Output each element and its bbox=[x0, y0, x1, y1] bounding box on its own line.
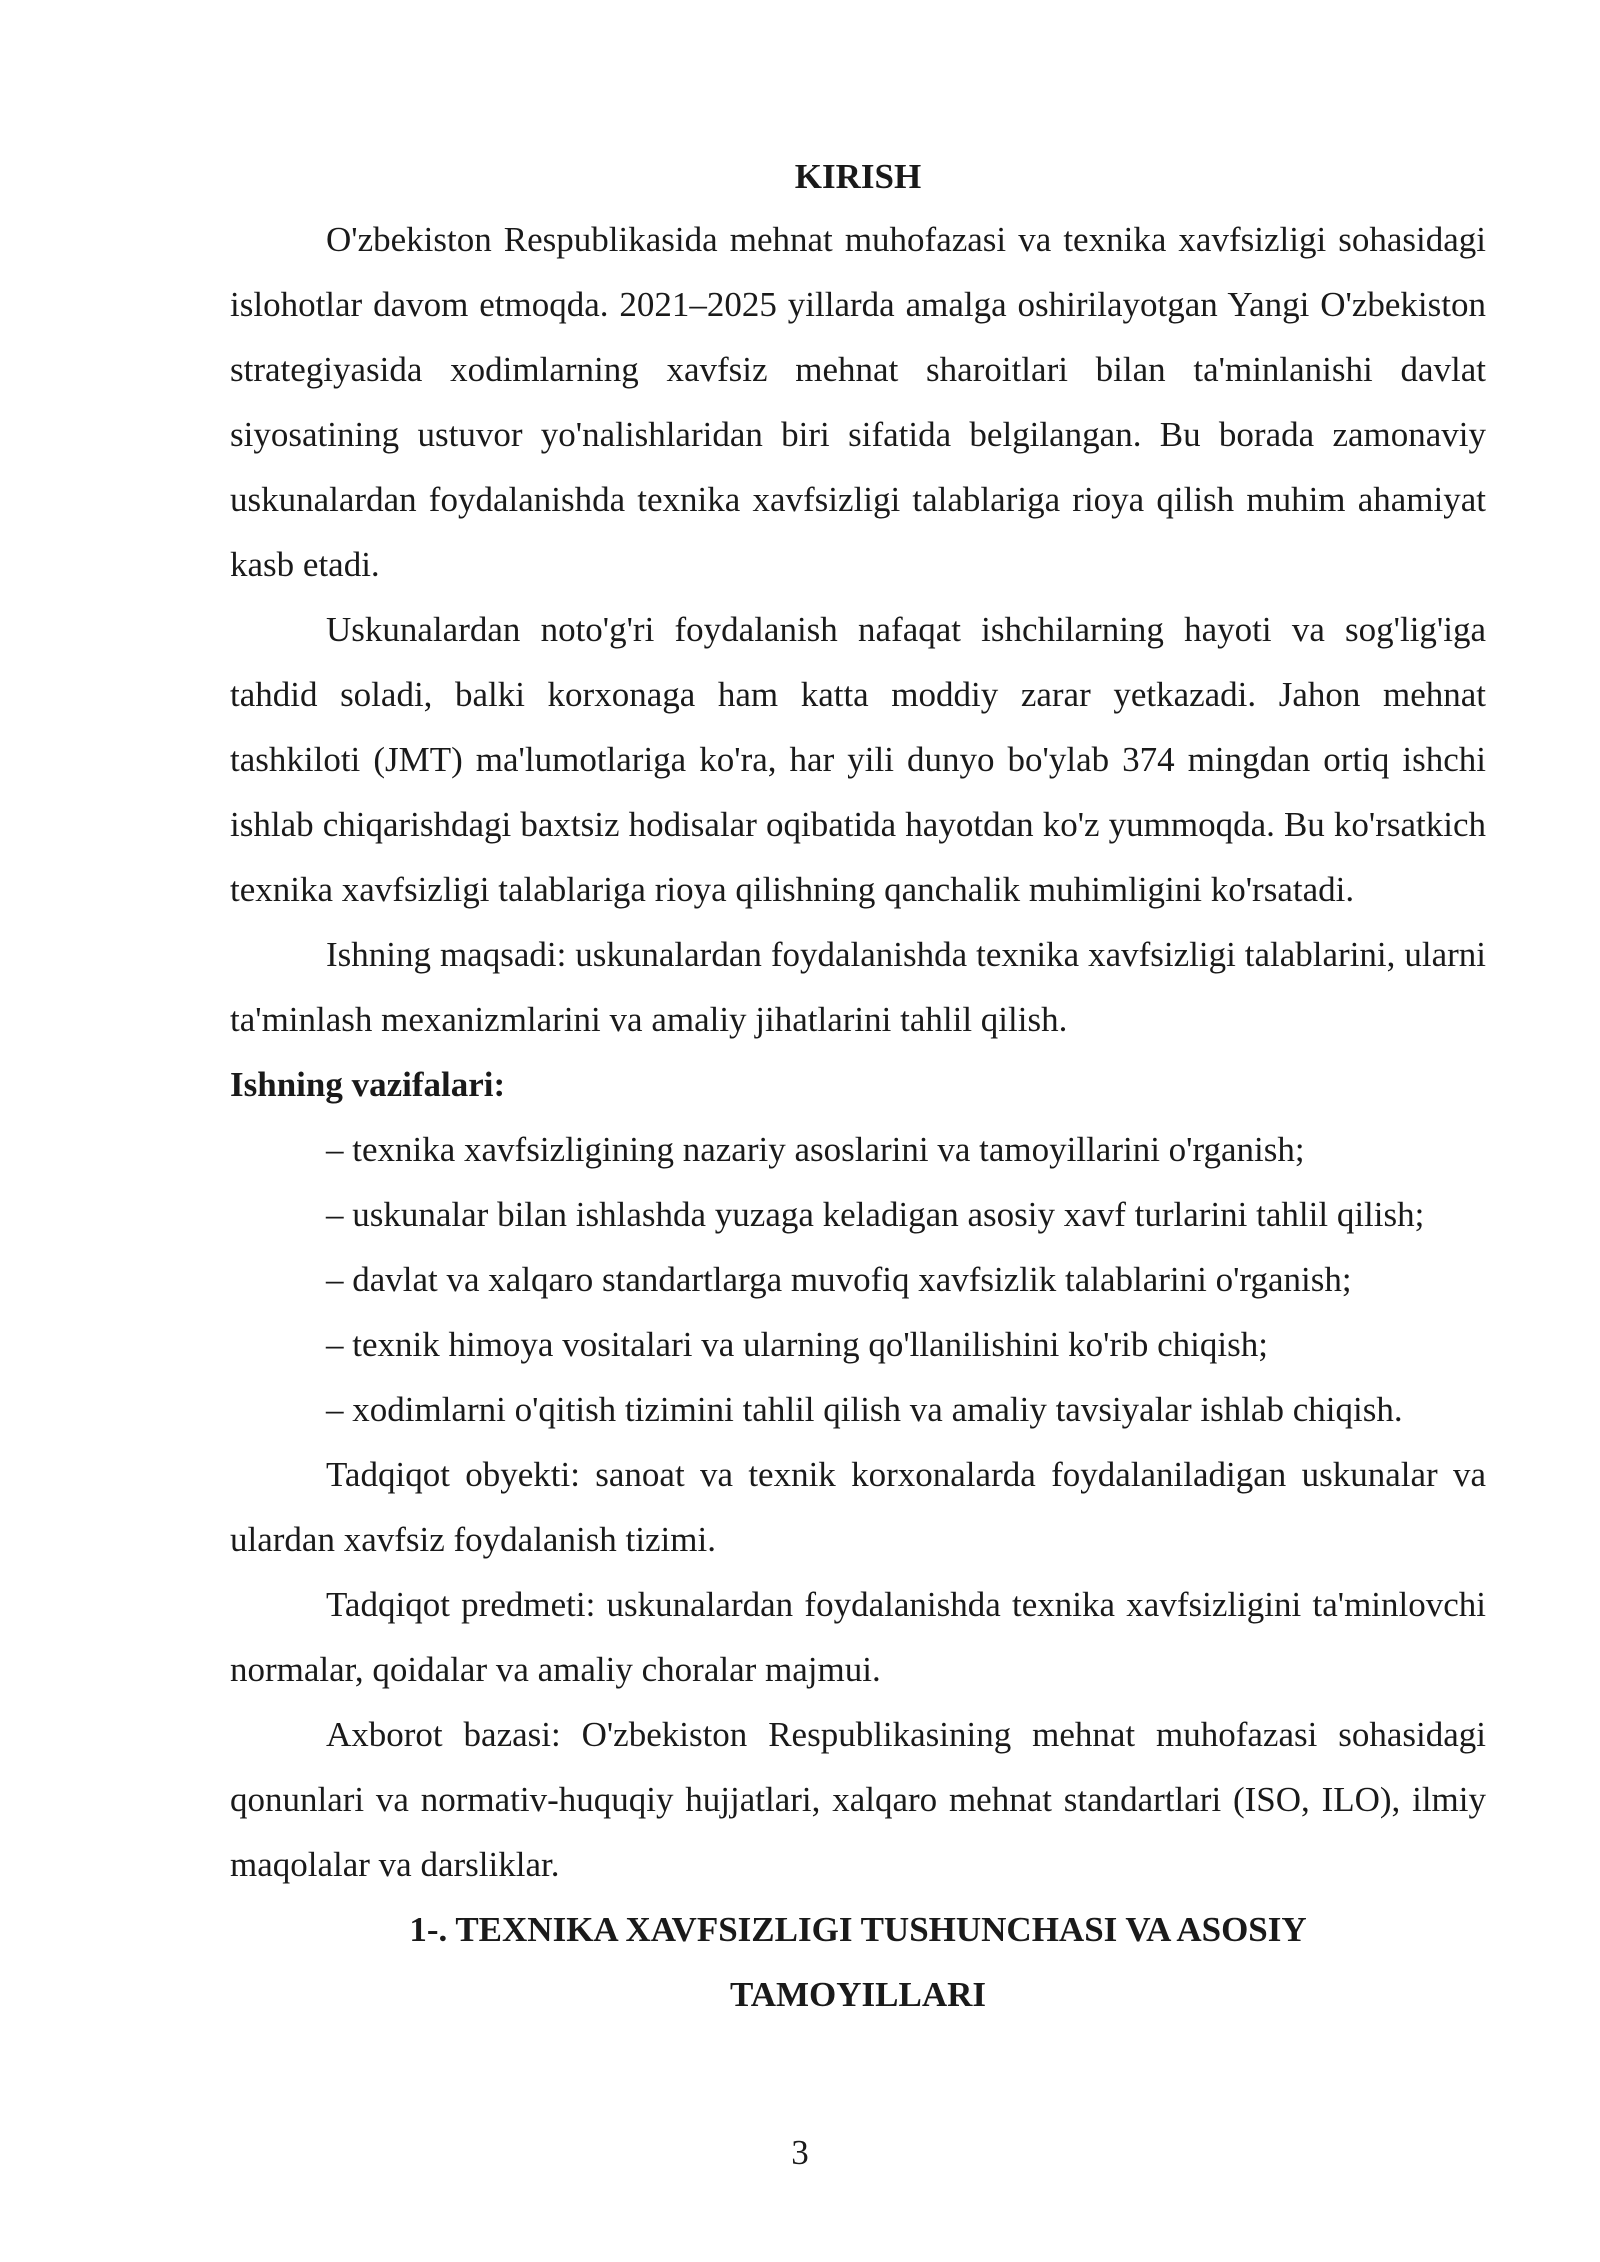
page-title: KIRISH bbox=[794, 157, 922, 196]
task-item: – davlat va xalqaro standartlarga muvofiq xavfsizlik talablarini o'rganish; bbox=[326, 1260, 1352, 1299]
research-object-paragraph: Tadqiqot obyekti: sanoat va texnik korxonalarda foydalaniladigan uskunalar va ulardan xavfsiz foydalanish tizimi. bbox=[230, 1455, 1486, 1559]
task-item: – texnik himoya vositalari va ularning qo'llanilishini ko'rib chiqish; bbox=[326, 1325, 1268, 1364]
document-page bbox=[230, 146, 1486, 2027]
task-item: – uskunalar bilan ishlashda yuzaga keladigan asosiy xavf turlarini tahlil qilish; bbox=[326, 1195, 1425, 1234]
tasks-heading: Ishning vazifalari: bbox=[230, 1065, 506, 1104]
section-title-line-1: 1-. TEXNIKA XAVFSIZLIGI TUSHUNCHASI VA ASOSIY bbox=[409, 1910, 1307, 1949]
task-item: – texnika xavfsizligining nazariy asoslarini va tamoyillarini o'rganish; bbox=[326, 1130, 1305, 1169]
information-base-paragraph: Axborot bazasi: O'zbekiston Respublikasining mehnat muhofazasi sohasidagi qonunlari va normativ-huquqiy hujjatlari, xalqaro mehnat standartlari (ISO, ILO), ilmiy maqolalar va darsliklar. bbox=[230, 1715, 1486, 1884]
task-item: – xodimlarni o'qitish tizimini tahlil qilish va amaliy tavsiyalar ishlab chiqish. bbox=[326, 1390, 1403, 1429]
section-title-line-2: TAMOYILLARI bbox=[729, 1975, 987, 2014]
goal-paragraph: Ishning maqsadi: uskunalardan foydalanishda texnika xavfsizligi talablarini, ularni ta'minlash mexanizmlarini va amaliy jihatlarini tahlil qilish. bbox=[230, 935, 1486, 1039]
intro-paragraph-1: O'zbekiston Respublikasida mehnat muhofazasi va texnika xavfsizligi sohasidagi islohotlar davom etmoqda. 2021–2025 yillarda amalga oshirilayotgan Yangi O'zbekiston strategiyasida xodimlarning xavfsiz mehnat sharoitlari bilan ta'minlanishi davlat siyosatining ustuvor yo'nalishlaridan biri sifatida belgilangan. Bu borada zamonaviy uskunalardan foydalanishda texnika xavfsizligi talablariga rioya qilish muhim ahamiyat kasb etadi. bbox=[230, 220, 1486, 584]
page-number: 3 bbox=[791, 2133, 809, 2172]
intro-paragraph-2: Uskunalardan noto'g'ri foydalanish nafaqat ishchilarning hayoti va sog'lig'iga tahdid soladi, balki korxonaga ham katta moddiy zarar yetkazadi. Jahon mehnat tashkiloti (JMT) ma'lumotlariga ko'ra, har yili dunyo bo'ylab 374 mingdan ortiq ishchi ishlab chiqarishdagi baxtsiz hodisalar oqibatida hayotdan ko'z yummoqda. Bu ko'rsatkich texnika xavfsizligi talablariga rioya qilishning qanchalik muhimligini ko'rsatadi. bbox=[230, 610, 1486, 909]
research-subject-paragraph: Tadqiqot predmeti: uskunalardan foydalanishda texnika xavfsizligini ta'minlovchi normalar, qoidalar va amaliy choralar majmui. bbox=[230, 1585, 1486, 1689]
